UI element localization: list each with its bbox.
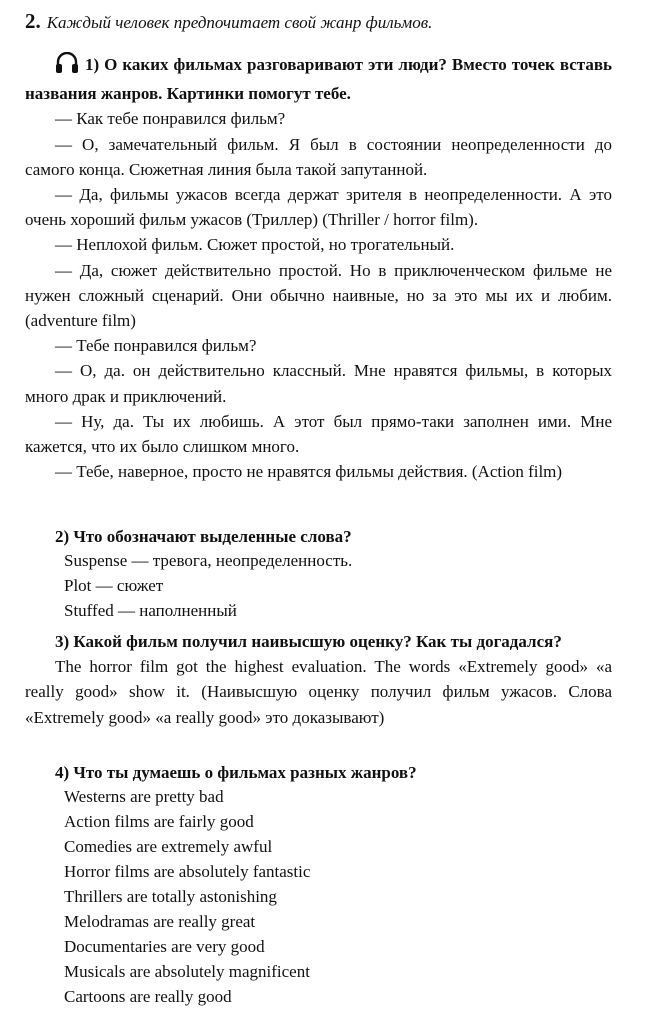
genre-opinion: Documentaries are very good bbox=[64, 937, 265, 956]
vocab-item: Stuffed — наполненный bbox=[64, 601, 237, 620]
dialog-line: — Неплохой фильм. Сюжет простой, но трогательный. bbox=[55, 235, 455, 255]
task4-section bbox=[25, 760, 612, 785]
task4-answers bbox=[64, 784, 310, 1009]
task2-answers bbox=[64, 548, 352, 623]
dialog-line: — Да, сюжет действительно простой. Но в приключенческом фильме не нужен сложный сценарий. Они обычно наивные, но за это мы их и любим. (adventure film) bbox=[25, 260, 612, 331]
genre-opinion: Melodramas are really great bbox=[64, 912, 256, 931]
task2-question: 2) Что обозначают выделенные слова? bbox=[55, 527, 352, 546]
task3-section bbox=[25, 629, 612, 730]
dialog-line: — О, замечательный фильм. Я был в состоянии неопределенности до самого конца. Сюжетная линия была такой запутанной. bbox=[25, 134, 612, 179]
genre-opinion: Comedies are extremely awful bbox=[64, 837, 273, 856]
genre-opinion: Musicals are absolutely magnificent bbox=[64, 962, 310, 981]
dialog-line: — Да, фильмы ужасов всегда держат зрителя в неопределенности. А это очень хороший фильм ужасов (Триллер) (Thriller / horror film). bbox=[25, 185, 612, 230]
genre-opinion: Cartoons are really good bbox=[64, 987, 232, 1006]
dialog-line: — Тебе понравился фильм? bbox=[55, 336, 257, 356]
task1-section bbox=[25, 52, 612, 484]
vocab-item: Plot — сюжет bbox=[64, 576, 164, 595]
task1-question-text: 1) О каких фильмах разговаривают эти люди? Вместо точек вставь названия жанров. Картинки помогут тебе. bbox=[25, 55, 612, 104]
dialog-line: — Тебе, наверное, просто не нравятся фильмы действия. (Action film) bbox=[55, 462, 563, 482]
task4-question: 4) Что ты думаешь о фильмах разных жанров? bbox=[55, 763, 417, 782]
exercise-heading bbox=[25, 9, 432, 34]
dialog-line: — Ну, да. Ты их любишь. А этот был прямо-таки заполнен ими. Мне кажется, что их было слишком много. bbox=[25, 411, 612, 457]
genre-opinion: Westerns are pretty bad bbox=[64, 787, 224, 806]
dialog-line: — Как тебе понравился фильм? bbox=[55, 109, 286, 129]
genre-opinion: Action films are fairly good bbox=[64, 812, 254, 831]
headphones-icon bbox=[25, 52, 79, 81]
exercise-title: Каждый человек предпочитает свой жанр фильмов. bbox=[46, 13, 433, 32]
task1-question bbox=[25, 52, 612, 106]
exercise-number: 2. bbox=[25, 9, 41, 33]
genre-opinion: Horror films are absolutely fantastic bbox=[64, 862, 311, 881]
vocab-item: Suspense — тревога, неопределенность. bbox=[64, 551, 353, 570]
task2-section bbox=[25, 524, 612, 549]
task3-question: 3) Какой фильм получил наивысшую оценку? Как ты догадался? bbox=[55, 632, 562, 651]
task3-answer: The horror film got the highest evaluation. The words «Extremely good» «a really good» show it. (Наивысшую оценку получил фильм ужасов. Слова «Extremely good» «a really good» это доказывают) bbox=[25, 657, 612, 727]
genre-opinion: Thrillers are totally astonishing bbox=[64, 887, 277, 906]
dialog-line: — О, да. он действительно классный. Мне нравятся фильмы, в которых много драк и приключений. bbox=[25, 361, 612, 406]
